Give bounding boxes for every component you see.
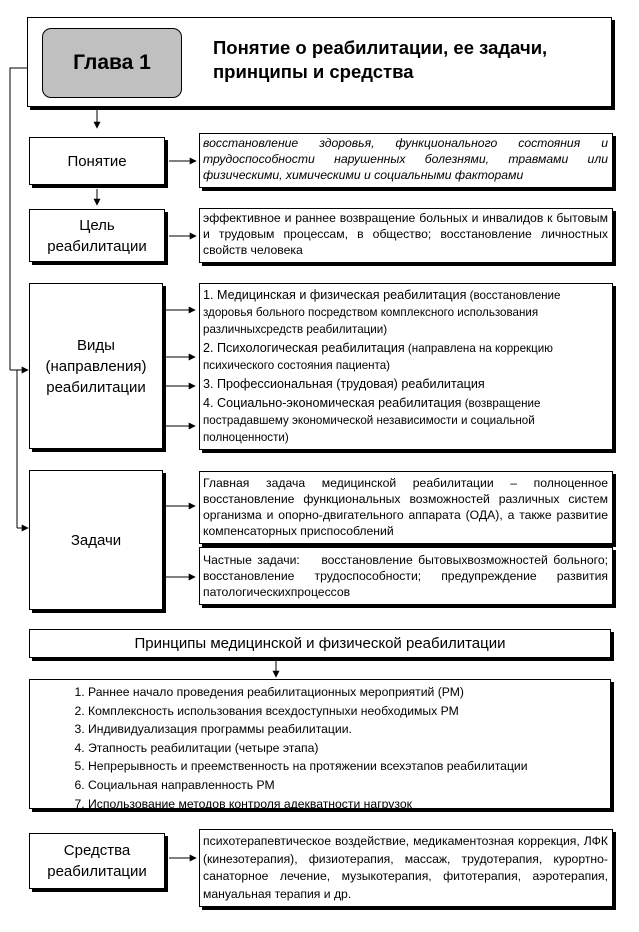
principles-title-box [29, 629, 611, 658]
principle-item: 5. Непрерывность и преемственность на протяжении всехэтапов реабилитации [88, 757, 610, 776]
principles-list-box [29, 679, 611, 809]
types-label-line3: реабилитации [46, 378, 146, 396]
goal-label-line2: реабилитации [47, 237, 147, 255]
concept-definition: восстановление здоровья, функционального состояния и трудоспособности нарушенных болезнями, травмами или физическими, химическими и социальными факторами [199, 133, 613, 188]
principle-item: 6. Социальная направленность РМ [88, 776, 610, 795]
tasks-private-text: Частные задачи: восстановление бытовыхвозможностей больного; восстановление трудоспособности; предупреждение развития патологическихпроцессов [199, 547, 613, 605]
goal-text: эффективное и раннее возвращение больных и инвалидов к бытовым и трудовым процессам, в общество; восстановление личностных свойств человека [199, 208, 613, 263]
type-item-2: 2. Психологическая реабилитация (направлена на коррекцию психического состояния пациента) [203, 341, 553, 372]
tasks-label-box [29, 470, 163, 610]
types-list [199, 283, 613, 450]
principle-item: 2. Комплексность использования всехдоступныхи необходимых РМ [88, 702, 610, 721]
types-label-line2: (направления) [45, 357, 147, 375]
types-label-line1: Виды [77, 336, 115, 354]
tasks-main-text: Главная задача медицинской реабилитации – полноценное восстановление функциональных возможностей различных систем организма и опорно-двигательного аппарата (ОДА), а также развитие компенсаторных приспособлений [199, 471, 613, 544]
goal-label-box [29, 209, 165, 262]
type-item-1: 1. Медицинская и физическая реабилитация (восстановление здоровья больного посредством комплексного использования различныхсредств реабилитации) [203, 288, 561, 336]
means-label-line1: Средства [63, 842, 131, 859]
means-text: психотерапевтическое воздействие, медикаментозная коррекция, ЛФК (кинезотерапия), физиотерапия, массаж, трудотерапия, курортно-санаторное лечение, музыкотерапия, фитотерапия, аэротерапия, мануальная терапия и др. [199, 829, 613, 907]
concept-label: Понятие [67, 152, 127, 170]
chapter-badge [42, 28, 182, 98]
principle-item: 3. Индивидуализация программы реабилитации. [88, 720, 610, 739]
goal-label-line1: Цель [79, 216, 115, 234]
tasks-label: Задачи [70, 531, 122, 549]
type-item-4: 4. Социально-экономическая реабилитация (возвращение пострадавшему экономической независимости и социальной полноценности) [203, 396, 541, 444]
principles-list [30, 680, 610, 813]
types-label-box [29, 283, 163, 449]
principle-item: 1. Раннее начало проведения реабилитационных мероприятий (РМ) [88, 683, 610, 702]
means-label-box [29, 833, 165, 889]
principle-item: 4. Этапность реабилитации (четыре этапа) [88, 739, 610, 758]
principles-title: Принципы медицинской и физической реабилитации [134, 635, 506, 652]
chapter-label: Глава 1 [73, 51, 151, 74]
means-label-line2: реабилитации [47, 863, 147, 880]
chapter-header [27, 17, 612, 107]
concept-label-box [29, 137, 165, 185]
chapter-title: Понятие о реабилитации, ее задачи, принципы и средства [213, 37, 548, 82]
type-item-3: 3. Профессиональная (трудовая) реабилитация [203, 377, 485, 391]
principle-item: 7. Использование методов контроля адекватности нагрузок [88, 795, 610, 814]
